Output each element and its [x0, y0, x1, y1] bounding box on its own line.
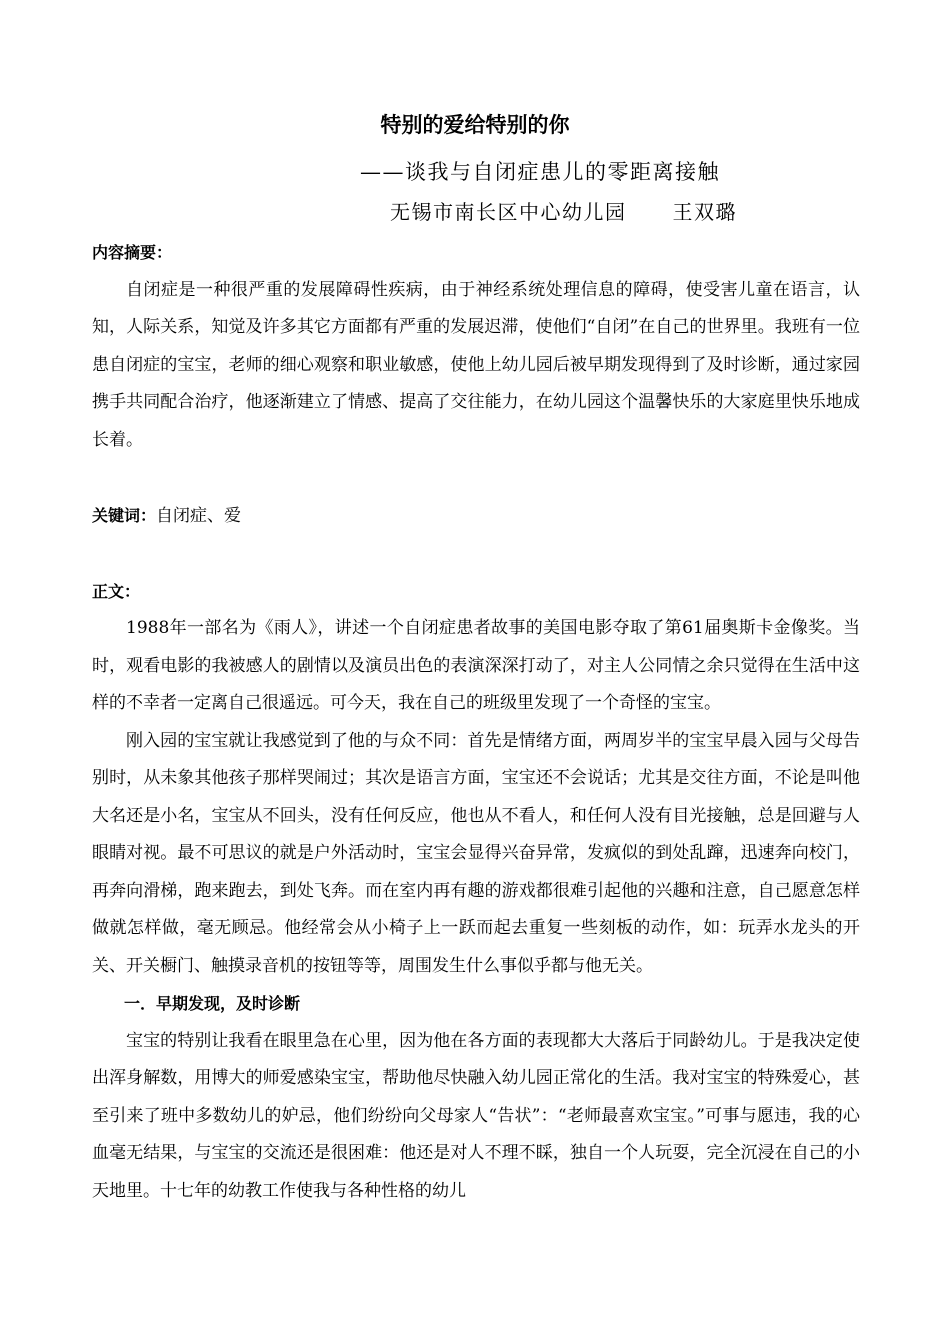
author-byline [390, 196, 737, 228]
body-paragraph: 宝宝的特别让我看在眼里急在心里，因为他在各方面的表现都大大落后于同龄幼儿。于是我决定使出浑身解数，用博大的师爱感染宝宝，帮助他尽快融入幼儿园正常化的生活。我对宝宝的特殊爱心，甚至引来了班中多数幼儿的妒忌，他们纷纷向父母家人“告状”：“老师最喜欢宝宝。”可事与愿违，我的心血毫无结果，与宝宝的交流还是很困难：他还是对人不理不睬，独自一个人玩耍，完全沉浸在自己的小天地里。十七年的幼教工作使我与各种性格的幼儿 [92, 1030, 860, 1201]
document-subtitle: ——谈我与自闭症患儿的零距离接触 [360, 160, 720, 184]
section-heading: 一．早期发现，及时诊断 [124, 994, 301, 1013]
school-name: 无锡市南长区中心幼儿园 [390, 200, 627, 224]
abstract-label: 内容摘要： [92, 243, 173, 262]
body-paragraph: 刚入园的宝宝就让我感觉到了他的与众不同：首先是情绪方面，两周岁半的宝宝早晨入园与父母告别时，从未象其他孩子那样哭闹过；其次是语言方面，宝宝还不会说话；尤其是交往方面，不论是叫他大名还是小名，宝宝从不回头，没有任何反应，他也从不看人，和任何人没有目光接触，总是回避与人眼睛对视。最不可思议的就是户外活动时，宝宝会显得兴奋异常，发疯似的到处乱蹿，迅速奔向校门，再奔向滑梯，跑来跑去，到处飞奔。而在室内再有趣的游戏都很难引起他的兴趣和注意，自己愿意怎样做就怎样做，毫无顾忌。他经常会从小椅子上一跃而起去重复一些刻板的动作，如：玩弄水龙头的开关、开关橱门、触摸录音机的按钮等等，周围发生什么事似乎都与他无关。 [92, 730, 860, 976]
keywords-line [92, 497, 860, 536]
abstract-paragraph: 自闭症是一种很严重的发展障碍性疾病，由于神经系统处理信息的障碍，使受害儿童在语言，认知，人际关系，知觉及许多其它方面都有严重的发展迟滞，使他们“自闭”在自己的世界里。我班有一位患自闭症的宝宝，老师的细心观察和职业敏感，使他上幼儿园后被早期发现得到了及时诊断，通过家园携手共同配合治疗，他逐渐建立了情感、提高了交往能力，在幼儿园这个温馨快乐的大家庭里快乐地成长着。 [92, 279, 860, 450]
author-name: 王双璐 [672, 200, 737, 224]
keywords-label: 关键词： [92, 505, 157, 525]
body-paragraph: 1988年一部名为《雨人》，讲述一个自闭症患者故事的美国电影夺取了第61届奥斯卡金像奖。当时，观看电影的我被感人的剧情以及演员出色的表演深深打动了，对主人公同情之余只觉得在生活中这样的不幸者一定离自己很遥远。可今天，我在自己的班级里发现了一个奇怪的宝宝。 [92, 618, 860, 713]
main-text-label: 正文： [92, 581, 141, 601]
keywords-value: 自闭症、爱 [156, 505, 242, 526]
document-title: 特别的爱给特别的你 [380, 113, 570, 137]
document-body [92, 234, 860, 1210]
